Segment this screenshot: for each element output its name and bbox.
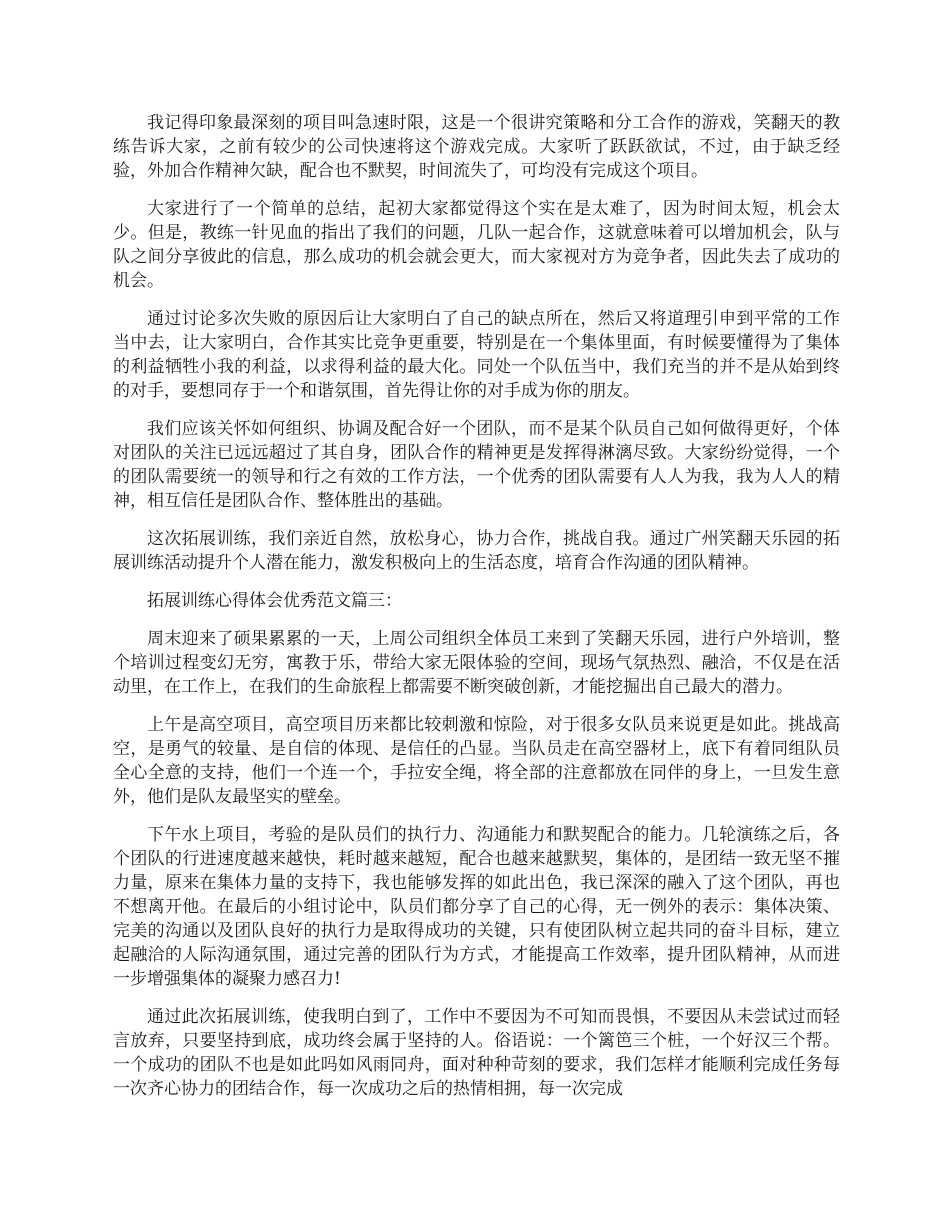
paragraph-1: 我记得印象最深刻的项目叫急速时限，这是一个很讲究策略和分工合作的游戏，笑翻天的教练告诉大家，之前有较少的公司快速将这个游戏完成。大家听了跃跃欲试，不过，由于缺乏经验，外加合作精神欠缺，配合也不默契，时间流失了，可均没有完成这个项目。 [113,113,840,181]
paragraph-2: 大家进行了一个简单的总结，起初大家都觉得这个实在是太难了，因为时间太短，机会太少。但是，教练一针见血的指出了我们的问题，几队一起合作，这就意味着可以增加机会，队与队之间分享彼此的信息，那么成功的机会就会更大，而大家视对方为竞争者，因此失去了成功的机会。 [113,199,840,291]
document-body [113,111,840,1115]
paragraph-7: 上午是高空项目，高空项目历来都比较刺激和惊险，对于很多女队员来说更是如此。挑战高空，是勇气的较量、是自信的体现、是信任的凸显。当队员走在高空器材上，底下有着同组队员全心全意的支持，他们一个连一个，手拉安全绳，将全部的注意都放在同伴的身上，一旦发生意外，他们是队友最坚实的壁垒。 [113,715,840,807]
paragraph-5: 这次拓展训练，我们亲近自然，放松身心，协力合作，挑战自我。通过广州笑翻天乐园的拓展训练活动提升个人潜在能力，激发积极向上的生活态度，培育合作沟通的团队精神。 [113,529,840,573]
paragraph-6: 周末迎来了硕果累累的一天，上周公司组织全体员工来到了笑翻天乐园，进行户外培训，整个培训过程变幻无穷，寓教于乐，带给大家无限体验的空间，现场气氛热烈、融洽，不仅是在活动里，在工作上，在我们的生命旅程上都需要不断突破创新，才能挖掘出自己最大的潜力。 [113,629,840,697]
paragraph-4: 我们应该关怀如何组织、协调及配合好一个团队，而不是某个队员自己如何做得更好，个体对团队的关注已远远超过了其自身，团队合作的精神更是发挥得淋漓尽致。大家纷纷觉得，一个的团队需要统一的领导和行之有效的工作方法，一个优秀的团队需要有人人为我，我为人人的精神，相互信任是团队合作、整体胜出的基础。 [113,419,840,511]
paragraph-8: 下午水上项目，考验的是队员们的执行力、沟通能力和默契配合的能力。几轮演练之后，各个团队的行进速度越来越快，耗时越来越短，配合也越来越默契，集体的，是团结一致无坚不摧力量，原来在集体力量的支持下，我也能够发挥的如此出色，我已深深的融入了这个团队，再也不想离开他。在最后的小组讨论中，队员们都分享了自己的心得，无一例外的表示：集体决策、完美的沟通以及团队良好的执行力是取得成功的关键，只有使团队树立起共同的奋斗目标，建立起融洽的人际沟通氛围，通过完善的团队行为方式，才能提高工作效率，提升团队精神，从而进一步增强集体的凝聚力感召力! [113,825,840,989]
section-heading: 拓展训练心得体会优秀范文篇三： [147,591,402,611]
paragraph-3: 通过讨论多次失败的原因后让大家明白了自己的缺点所在，然后又将道理引申到平常的工作当中去，让大家明白，合作其实比竞争更重要，特别是在一个集体里面，有时候要懂得为了集体的利益牺牲小我的利益，以求得利益的最大化。同处一个队伍当中，我们充当的并不是从始到终的对手，要想同存于一个和谐氛围，首先得让你的对手成为你的朋友。 [113,309,840,401]
paragraph-9: 通过此次拓展训练，使我明白到了，工作中不要因为不可知而畏惧，不要因从未尝试过而轻言放弃，只要坚持到底，成功终会属于坚持的人。俗语说：一个篱笆三个桩，一个好汉三个帮。一个成功的团队不也是如此吗如风雨同舟，面对种种苛刻的要求，我们怎样才能顺利完成任务每一次齐心协力的团结合作，每一次成功之后的热情相拥，每一次完成 [113,1007,840,1099]
